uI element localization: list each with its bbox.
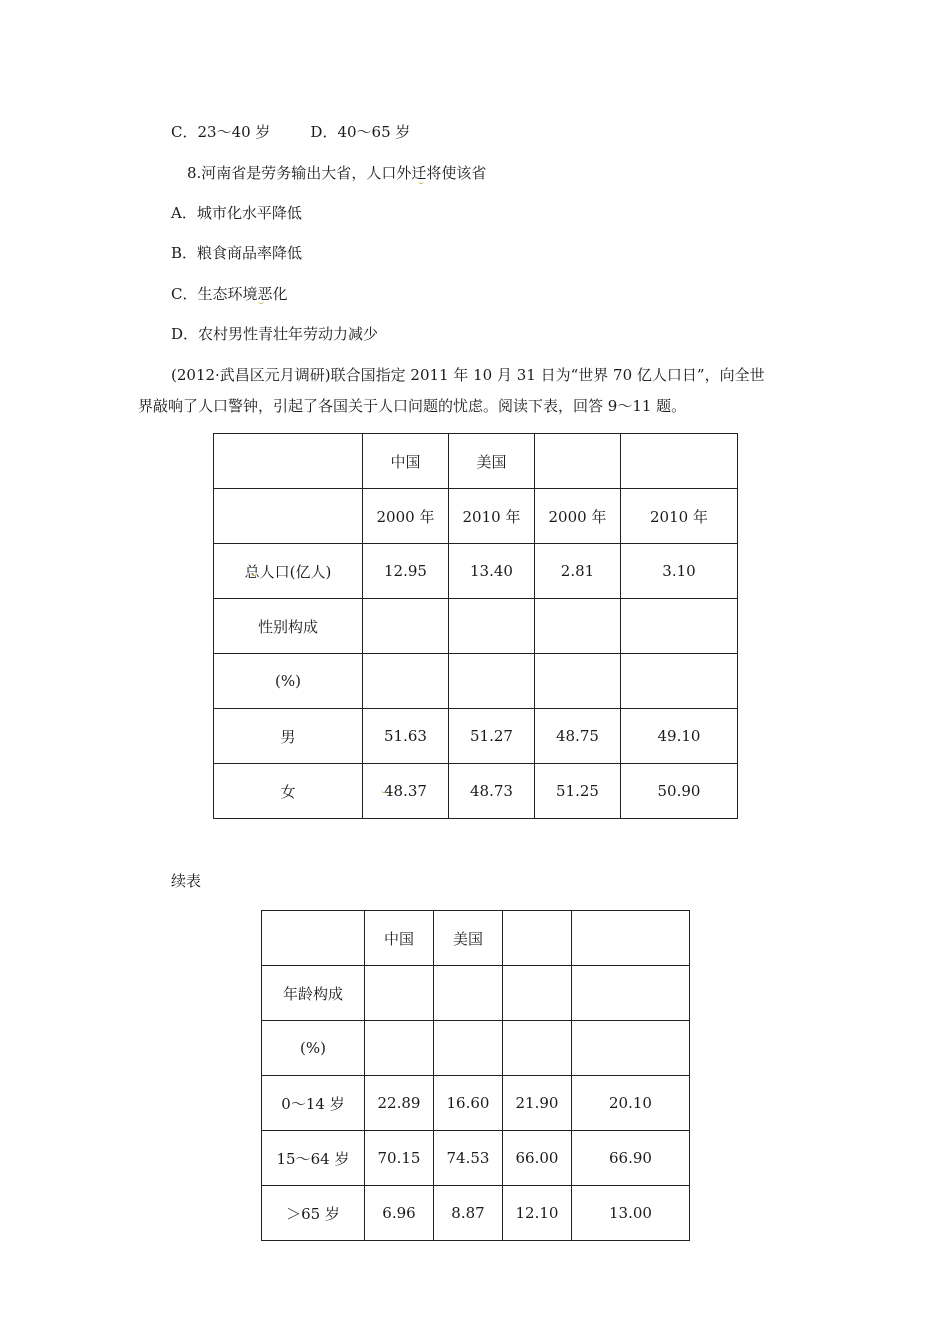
table-cell	[572, 911, 690, 966]
q7-options-row	[171, 122, 410, 142]
table-cell	[363, 654, 449, 709]
table-cell: 70.15	[365, 1131, 434, 1186]
table-cell	[363, 599, 449, 654]
table-cell: 48.75	[535, 709, 621, 764]
table-cell	[449, 654, 535, 709]
population-table-body	[214, 434, 738, 819]
q8-stem: 8.河南省是劳务输出大省，人口外迁将使该省	[187, 164, 487, 182]
table-cell	[434, 966, 503, 1021]
row-header-cell	[214, 489, 363, 544]
table-cell: 22.89	[365, 1076, 434, 1131]
table-cell	[503, 966, 572, 1021]
table-cell	[535, 599, 621, 654]
table-cell: 2000 年	[363, 489, 449, 544]
table-cell	[621, 599, 738, 654]
table-row	[214, 434, 738, 489]
table-cell: 21.90	[503, 1076, 572, 1131]
table-cell: 8.87	[434, 1186, 503, 1241]
table-cell: 66.00	[503, 1131, 572, 1186]
table-cell	[449, 599, 535, 654]
row-header-cell: 年龄构成	[262, 966, 365, 1021]
table-cell: 美国	[434, 911, 503, 966]
table-cell: 2010 年	[621, 489, 738, 544]
q7-option-c: C．23～40 岁	[171, 123, 271, 141]
table-cell: 48.73	[449, 764, 535, 819]
continued-label: 续表	[171, 872, 202, 890]
row-header-cell: 15～64 岁	[262, 1131, 365, 1186]
q8-option-a: A．城市化水平降低	[171, 204, 302, 222]
table-cell	[572, 966, 690, 1021]
table-cell: 6.96	[365, 1186, 434, 1241]
table-cell	[365, 966, 434, 1021]
table-cell: 3.10	[621, 544, 738, 599]
table-cell	[621, 654, 738, 709]
table-cell: 中国	[363, 434, 449, 489]
table-row	[262, 1021, 690, 1076]
table-cell: 13.00	[572, 1186, 690, 1241]
annotation-mark	[418, 179, 424, 184]
table-row	[214, 654, 738, 709]
table-row	[214, 709, 738, 764]
table-row	[262, 1186, 690, 1241]
row-header-cell	[214, 434, 363, 489]
table-cell	[535, 654, 621, 709]
table-cell: 49.10	[621, 709, 738, 764]
age-structure-table	[261, 910, 690, 1241]
table-row	[214, 544, 738, 599]
table-cell: 12.10	[503, 1186, 572, 1241]
table-cell: 66.90	[572, 1131, 690, 1186]
table-cell: 2000 年	[535, 489, 621, 544]
row-header-cell: (%)	[262, 1021, 365, 1076]
row-header-cell: 男	[214, 709, 363, 764]
intro-line-1: (2012·武昌区元月调研)联合国指定 2011 年 10 月 31 日为“世界 70 亿人口日”，向全世	[171, 366, 765, 384]
table-row	[262, 1131, 690, 1186]
table-cell: 13.40	[449, 544, 535, 599]
table-row	[262, 1076, 690, 1131]
q8-option-b: B．粮食商品率降低	[171, 244, 303, 262]
table-cell: 2.81	[535, 544, 621, 599]
table-cell	[503, 911, 572, 966]
table-cell: 中国	[365, 911, 434, 966]
table-cell	[503, 1021, 572, 1076]
row-header-cell: 总人口(亿人)	[214, 544, 363, 599]
q7-option-d: D．40～65 岁	[310, 123, 411, 141]
row-header-cell: ＞65 岁	[262, 1186, 365, 1241]
table-row	[214, 489, 738, 544]
table-cell	[572, 1021, 690, 1076]
table-cell: 16.60	[434, 1076, 503, 1131]
population-table	[213, 433, 738, 819]
q8-option-c: C．生态环境恶化	[171, 285, 288, 303]
table-cell: 51.25	[535, 764, 621, 819]
row-header-cell: 女	[214, 764, 363, 819]
table-cell: 51.63	[363, 709, 449, 764]
table-row	[262, 911, 690, 966]
table-cell: 12.95	[363, 544, 449, 599]
table-cell: 美国	[449, 434, 535, 489]
row-header-cell: (%)	[214, 654, 363, 709]
row-header-cell: 0～14 岁	[262, 1076, 365, 1131]
table-row	[262, 966, 690, 1021]
row-header-cell	[262, 911, 365, 966]
table-row	[214, 599, 738, 654]
table-cell: 50.90	[621, 764, 738, 819]
table-cell: 48.37	[363, 764, 449, 819]
table-cell	[365, 1021, 434, 1076]
table-cell: 74.53	[434, 1131, 503, 1186]
table-cell: 51.27	[449, 709, 535, 764]
q8-option-d: D．农村男性青壮年劳动力减少	[171, 325, 379, 343]
table-row	[214, 764, 738, 819]
table-cell: 2010 年	[449, 489, 535, 544]
intro-line-2: 界敲响了人口警钟，引起了各国关于人口问题的忧虑。阅读下表，回答 9～11 题。	[138, 397, 687, 415]
age-structure-table-body	[262, 911, 690, 1241]
table-cell	[535, 434, 621, 489]
table-cell	[621, 434, 738, 489]
table-cell	[434, 1021, 503, 1076]
row-header-cell: 性别构成	[214, 599, 363, 654]
table-cell: 20.10	[572, 1076, 690, 1131]
